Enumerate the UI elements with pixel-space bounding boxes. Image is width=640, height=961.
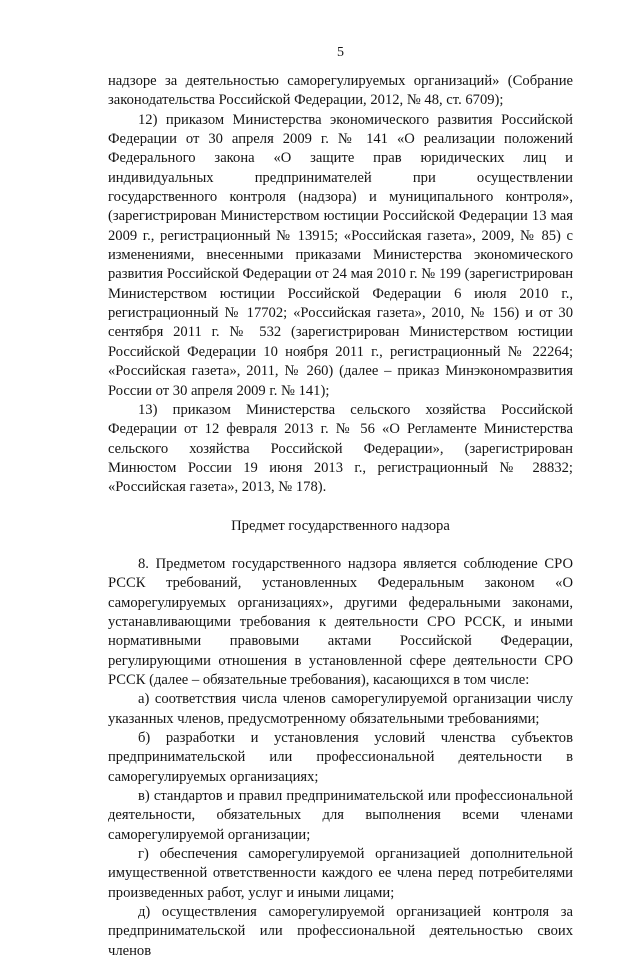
subitem-d: д) осуществления саморегулируемой организацией контроля за предпринимательской или профессиональной деятельностью своих членов: [108, 904, 573, 959]
paragraph-item-12: 12) приказом Министерства экономического развития Российской Федерации от 30 апреля 2009 г. № 141 «О реализации положений Федерального закона «О защите прав юридических лиц и индивидуальных предпринимателей при осуществлении государственного контроля (надзора) и муниципального контроля», (зарегистрирован Министерством юстиции Российской Федерации 13 мая 2009 г., регистрационный № 13915; «Российская газета», 2009, № 85) с изменениями, внесенными приказами Министерства экономического развития Российской Федерации от 24 мая 2010 г. № 199 (зарегистрирован Министерством юстиции Российской Федерации 6 июля 2010 г., регистрационный № 17702; «Российская газета», 2010, № 156) и от 30 сентября 2011 г. № 532 (зарегистрирован Министерством юстиции Российской Федерации 10 ноября 2011 г., регистрационный № 22264; «Российская газета», 2011, № 260) (далее – приказ Минэкономразвития России от 30 апреля 2009 г. № 141);: [108, 111, 573, 399]
subitem-a: а) соответствия числа членов саморегулируемой организации числу указанных членов, предусмотренному обязательными требованиями;: [108, 691, 573, 727]
subitem-b: б) разработки и установления условий членства субъектов предпринимательской или профессиональной деятельности в саморегулируемых организациях;: [108, 730, 573, 785]
subitem-g: г) обеспечения саморегулируемой организацией дополнительной имущественной ответственности каждого ее члена перед потребителями произведенных работ, услуг и иными лицами;: [108, 846, 573, 901]
paragraph-continuation: надзоре за деятельностью саморегулируемых организаций» (Собрание законодательства Российской Федерации, 2012, № 48, ст. 6709);: [108, 73, 573, 109]
section-heading: Предмет государственного надзора: [231, 517, 450, 534]
paragraph-item-13: 13) приказом Министерства сельского хозяйства Российской Федерации от 12 февраля 2013 г. № 56 «О Регламенте Министерства сельского хозяйства Российской Федерации», (зарегистрирован Минюстом России 19 июня 2013 г., регистрационный № 28832; «Российская газета», 2013, № 178).: [108, 401, 573, 496]
paragraph-item-8: 8. Предметом государственного надзора является соблюдение СРО РССК требований, установленных Федеральным законом «О саморегулируемых организациях», другими федеральными законами, устанавливающими требования к деятельности СРО РССК, и иными нормативными правовыми актами Российской Федерации, регулирующими отношения в установленной сфере деятельности СРО РССК (далее – обязательные требования), касающихся в том числе:: [108, 555, 573, 688]
page-number: 5: [337, 45, 344, 60]
subitem-v: в) стандартов и правил предпринимательской или профессиональной деятельности, обязательных для выполнения всеми членами саморегулируемой организации;: [108, 788, 573, 843]
